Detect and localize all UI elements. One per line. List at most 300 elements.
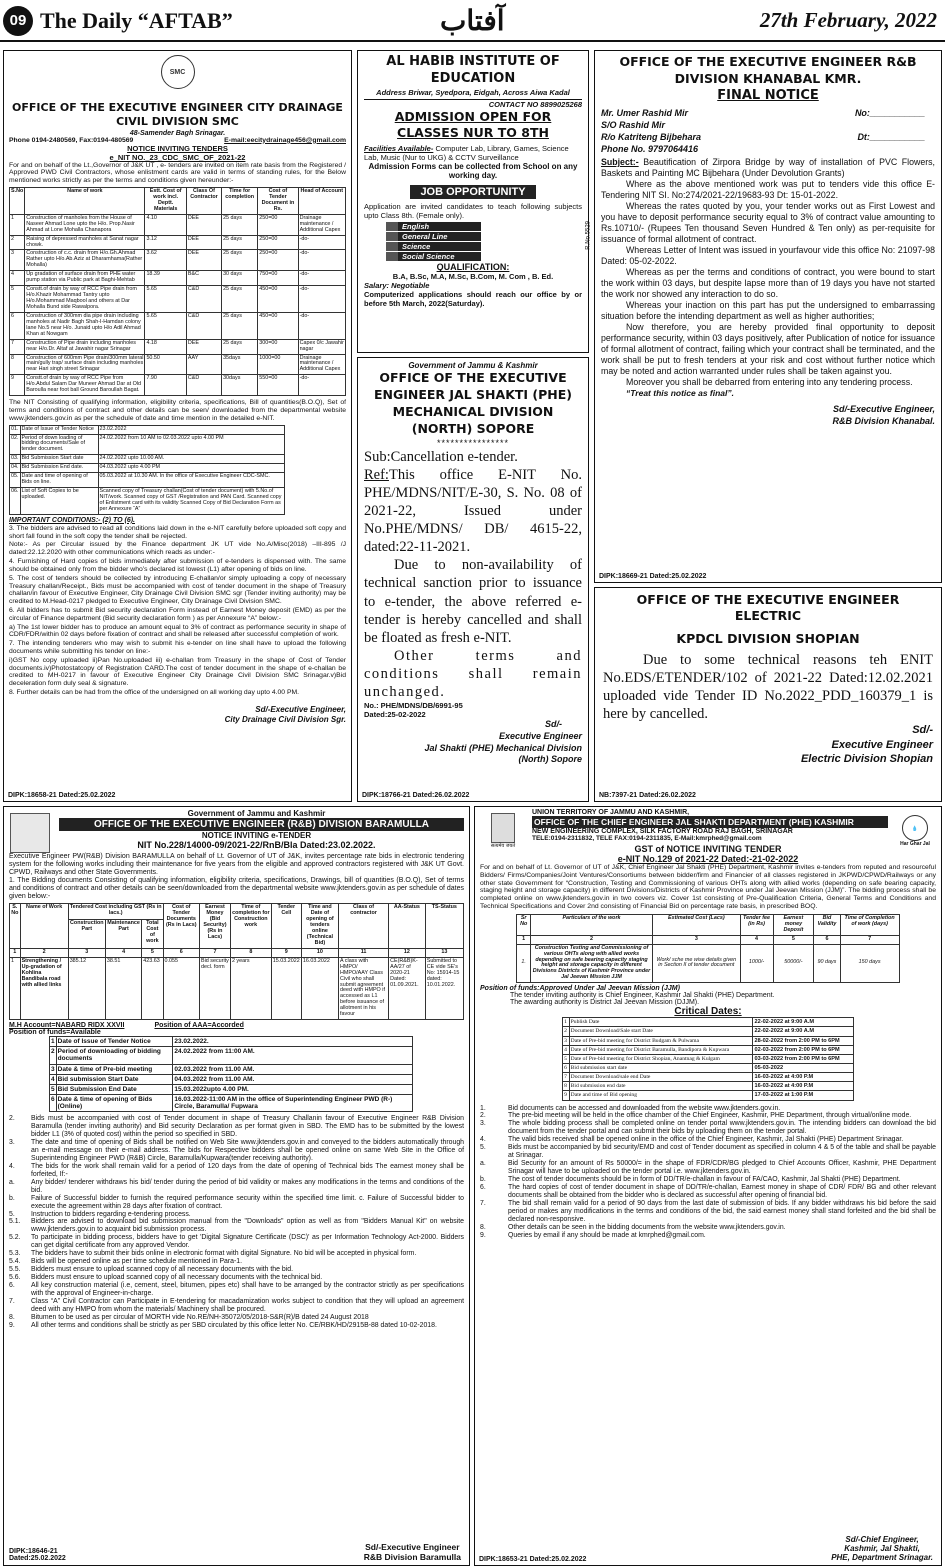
table-cell: 24.02.2022 from 11:00 AM. <box>173 1047 413 1064</box>
list-item <box>480 1160 936 1176</box>
ad7-dates-table <box>562 1017 854 1100</box>
table-cell: Bid Submission End date. <box>20 464 98 473</box>
table-cell: 2 <box>50 1047 57 1064</box>
ad7-title: OFFICE OF THE CHIEF ENGINEER JAL SHAKTI DEPARTMENT (PHE) KASHMIR <box>532 816 888 828</box>
ad6-nit: NIT No.228/14000-09/2021-22/RnB/Bla Dated:23.02.2022. <box>137 840 376 850</box>
newspaper-name: The Daily “AFTAB” <box>40 8 233 33</box>
table-cell: -do- <box>298 312 345 339</box>
ad6-points <box>9 1115 464 1329</box>
table-cell: 30 days <box>222 271 258 286</box>
ad2-job: JOB OPPORTUNITY <box>410 185 535 199</box>
list-item-text: Bid documents can be accessed and downloaded from the website www.jktenders.gov.in. <box>508 1104 781 1112</box>
table-cell: 2 <box>10 235 25 250</box>
ad4-sign1: Sd/-Executive Engineer, <box>832 403 935 414</box>
ad1-works-table <box>9 187 346 396</box>
table-row <box>10 488 285 515</box>
table-cell: 4 <box>51 1075 55 1083</box>
ad6-col-number: 7 <box>200 948 231 957</box>
water-drop-icon: 💧 <box>902 815 928 841</box>
ad7-works-table <box>516 914 899 983</box>
table-cell: 6 <box>10 312 25 339</box>
ad6-sub: NOTICE INVITING e-TENDER <box>201 831 312 840</box>
table-row <box>50 1095 413 1112</box>
ad7-col-number: 7 <box>840 935 899 944</box>
ad3-sign3: (North) Sopore <box>518 754 582 765</box>
table-row <box>10 434 285 455</box>
ad6-sign2: R&B Division Baramulla <box>363 1552 461 1562</box>
table-row <box>50 1037 413 1047</box>
table-cell: 1 <box>10 214 25 235</box>
ad4-paragraph: Whereas the rates quoted by you, your tender works out as First Lowest and you have to deposit performance security equal to 3% of contract value amounting to Rs.10710/- (Rupees Ten thousand Seven Hundred & Ten only) as per-requisite for issuance of formal allotment of contract. <box>601 201 935 245</box>
list-item-text: Failure of Successful bidder to furnish the required performance security within the specified time limit. c. Failure of Successful bidder to execute the agreement within 28 days after fixation of contract. <box>31 1194 464 1210</box>
ad7-col-number: 4 <box>740 935 773 944</box>
ad1-works-header: Class Of Contractor <box>186 188 221 215</box>
ad7-tel: TELE:0194-2311832, TELE FAX:0194-2311835, E-Mail:kmrphed@gmail.com <box>532 835 762 842</box>
ad6-col-number: 11 <box>339 948 389 957</box>
ad4-paragraph: Whereas as per the terms and conditions of contract, you were bound to start the work within 03 days, but despite lapse more than of 19 days you have not started the work nor showed any interaction to do so. <box>601 267 935 300</box>
table-cell: 4.10 <box>145 214 186 235</box>
table-cell: Date of Pre-bid meeting for District Shopian, Anantnag & Kulgam <box>569 1054 753 1063</box>
ad3-ref: This office E-NIT No. PHE/MDNS/NIT/E-30, S. No. 08 of 2021-22, Issued under No.PHE/MDNS/ DB/ 4615-22, dated:22-11-2021. <box>364 466 582 556</box>
ad1-nit: e_NIT NO._23_CDC_SMC_OF_2021-22 <box>109 152 246 162</box>
ad1-conditions <box>9 525 346 697</box>
ad1-condition: i)GST No copy uploaded ii)Pan No.uploaded iii) e-challan from Treasury in the shape of Cost of Tender documents.iv)Photostatcopy of Registration CARD.The cost of tender document in the shape of e-challan be credited to MH-0217 in favour of Executive Engineer City Drainage Civil Division SMC Srinagar.v)Bid deceleration form duly seal & signature. <box>9 656 346 688</box>
ad4-paragraph: Where as the above mentioned work was put to tenders vide this office E-Tendering NIT SI. No:274/2021-22/19683-93 Dt: 15-01-2022. <box>601 179 935 201</box>
ad6-col-number: 10 <box>301 948 338 957</box>
ad7-awarding: The awarding authority is District Jal Jeevan Mission (DJJM). <box>510 999 700 1007</box>
list-item-number: 1. <box>480 1104 486 1112</box>
table-cell: 250=00 <box>258 214 298 235</box>
table-cell: C&D <box>186 375 221 396</box>
jk-emblem <box>10 813 50 853</box>
ad1-condition: Note:- As per Circular issued by the Finance department JK UT vide No.A/Misc(2018) –III-895 /J dated:22.12.2020 with other communications which reads as under:- <box>9 541 346 557</box>
ad6-mh: M.H Account=NABARD RIDX XXVII <box>9 1022 125 1030</box>
ad6-sign1: Sd/-Executive Engineer <box>365 1542 460 1552</box>
table-cell: 7 <box>563 1073 570 1082</box>
ad6-th-1: Name of Work <box>20 904 68 949</box>
table-cell: Period of downloading of bidding documents <box>56 1047 173 1064</box>
table-cell: AAY <box>186 354 221 375</box>
ad7-header: Time of Completion of work (days) <box>840 914 899 935</box>
table-cell: 05-03-2022 <box>753 1063 853 1072</box>
ad6-th-4: Total Cost of work <box>142 920 163 949</box>
list-item <box>9 1250 464 1258</box>
table-cell: 8 <box>10 354 25 375</box>
ad7-sign2: Kashmir, Jal Shakti, <box>844 1544 920 1553</box>
ad-jal-shakti-kashmir <box>474 806 942 1566</box>
ad7-col-number: 5 <box>773 935 814 944</box>
ad4-paragraph: Moreover you shall be debarred from entering into any tendering process. <box>626 376 913 387</box>
ad4-to-0: Mr. Umer Rashid Mir <box>601 107 689 118</box>
ad4-paragraph: Now therefore, you are hereby provided final opportunity to deposit performance security, within 03 days positively, after Publication of notice for issuance of formal allotment of contract, failing which your contract shall be terminated, and the work shall be put to fresh tenders at your risk and cost without further notice which may be noted and action warranted under rules shall be taken against you. <box>601 321 935 376</box>
list-item <box>480 1136 936 1144</box>
smc-logo: SMC <box>161 55 195 89</box>
ad6-th-2: Construction Part <box>68 920 105 949</box>
table-row <box>563 1091 854 1100</box>
ad6-col-number: 12 <box>389 948 426 957</box>
ad2-subject: Science <box>386 242 481 251</box>
list-item-text: Instruction to bidders regarding e-tendering process. <box>31 1210 191 1218</box>
table-cell: 2 <box>563 1027 570 1036</box>
ad2-qual: B.A, B.Sc, M.A, M.Sc, B.Com, M. Com , B. Ed. <box>392 272 554 282</box>
ad6-gov: Government of Jammu and Kashmir <box>187 809 326 818</box>
ad6-works-table <box>9 903 464 1020</box>
list-item-number: 4. <box>480 1136 486 1144</box>
table-row <box>10 312 346 339</box>
table-row <box>10 473 285 488</box>
table-cell: Date of Issue of Tender Notice <box>20 425 98 434</box>
list-item-number: 6. <box>9 1281 15 1289</box>
table-cell: 06. <box>10 488 21 515</box>
ad1-works-header: Cost of Tender Document in Rs. <box>258 188 298 215</box>
table-cell: 1. <box>517 944 530 983</box>
table-cell: 25 days <box>222 214 258 235</box>
list-item-text: To participate in bidding process, bidders have to get 'Digital Signature Certificate (DSC)' as per Information Technology Act-2000. Bidders can get digital certificate from any approved Vendor. <box>31 1234 464 1250</box>
emblem-motto: सत्यमेव जयते <box>490 843 516 849</box>
list-item-text: Bitumen to be used as per circular of MORTH vide No.RE/NH-35072/05/2018-S&R(R)/B dated 24 August 2018 <box>31 1313 369 1321</box>
ad3-sign2: Jal Shakti (PHE) Mechanical Division <box>424 742 582 753</box>
ad2-job-text: Application are invited candidates to teach following subjects upto Class 8th. (Female only). <box>364 202 582 221</box>
table-cell: Up gradation of surface drain from PHE water pump station via Public park at Baghi-Mehtab <box>25 271 145 286</box>
table-cell: 300=00 <box>258 339 298 354</box>
ad5-nb: NB:7397-21 Dated:26.02.2022 <box>599 792 696 799</box>
ad1-works-header: Head of Account <box>298 188 345 215</box>
ad2-subject: Social Science <box>386 252 481 261</box>
ad5-sign1: Executive Engineer <box>831 738 933 751</box>
list-item-number: 5.5. <box>9 1266 21 1274</box>
list-item-number: b. <box>9 1194 15 1202</box>
list-item-number: 4. <box>9 1162 15 1170</box>
list-item-number: 5. <box>480 1144 486 1152</box>
ad6-th-0: S. No <box>10 904 21 949</box>
list-item-number: 5.3. <box>9 1250 21 1258</box>
ad6-dipk1: DIPK:18646-21 <box>9 1548 58 1555</box>
table-cell: 16.03.2022 <box>301 957 338 1019</box>
ad7-header: Bid Validity <box>814 914 841 935</box>
list-item-text: The cost of tender documents should be in form of DD/TR/e-challan in favour of FA/CAO, Kashmir, Jal Shakti (PHE) Department. <box>508 1175 901 1183</box>
list-item <box>9 1282 464 1298</box>
table-row <box>50 1074 413 1084</box>
list-item-text: Bidders must ensure to upload scanned copy of all necessary documents with the technical bid. <box>31 1274 323 1282</box>
ad7-col-number: 2 <box>530 935 652 944</box>
ad6-aaa: Position of AAA=Accorded <box>154 1022 244 1030</box>
ad1-works-header: Estt. Cost of work incl. Deptt. Materials <box>145 188 186 215</box>
list-item-text: All key construction material (i.e, cement, steel, bitumen, pipes etc) shall have to be arranged by the contractor strictly as per specifications with the approval of Engineer-in-charge. <box>31 1281 464 1297</box>
list-item <box>9 1211 464 1219</box>
table-cell: 1000=00 <box>258 354 298 375</box>
table-row <box>50 1084 413 1094</box>
table-cell: List of Soft Copies to be uploaded. <box>20 488 98 515</box>
ad4-subject: Beautification of Zirpora Bridge by way of installation of PVC Flowers, Baskets and Painting MC Bijbehara (Under Devolution Grants) <box>601 157 935 179</box>
table-cell: 6 <box>563 1063 570 1072</box>
ad4-paragraph: Whereas your inaction on this part has put the undersigned to embarrassing situation before the intending department as well as higher authorities; <box>601 300 935 321</box>
ad3-stars: **************** <box>436 437 510 448</box>
ad1-address: 48-Samender Bagh Srinagar. <box>129 129 226 137</box>
list-item-number: a. <box>480 1160 486 1168</box>
ad5-title1: OFFICE OF THE EXECUTIVE ENGINEER ELECTRIC <box>636 592 900 624</box>
ad1-condition: 5. The cost of tenders should be collected by introducing E-challan/or simply uploading a copy of necessary Treasury challan/Receipt., Bids must be accompanied with cost of tender document in the shape of Treasury challan/in favour of Executive Engineer, City Drainage Civil Division SMC sgr (Tender inviting authority) may be credited to M.Head-0217 pledged to Executive Engineer, City Drainage Civil Division SMC. <box>9 574 346 606</box>
ad1-title: OFFICE OF THE EXECUTIVE ENGINEER CITY DRAINAGE CIVIL DIVISION SMC <box>12 101 343 129</box>
table-cell: -do- <box>298 271 345 286</box>
ad4-paragraph: Whereas Letter of Intent was issued in yourfavour vide this office No: 21097-98 Dated: 05-02-2022. <box>601 245 935 267</box>
ad4-paragraphs <box>601 179 935 388</box>
ad2-subjects <box>386 222 582 261</box>
ad7-address: NEW ENGINEERING COMPLEX, SILK FACTORY ROAD RAJ BAGH, SRINAGAR <box>532 828 793 835</box>
ad4-addressee <box>601 107 935 156</box>
table-cell: A class with HMPO/ HMPO/AAY Class Civil who shall submit agreement deed with HMPO if accessed as L1 before issuance of allotment in his favour <box>339 957 389 1019</box>
table-cell: 9 <box>563 1091 570 1100</box>
list-item-number: 3. <box>480 1120 486 1128</box>
ashoka-emblem <box>483 813 523 849</box>
table-cell: 1 <box>10 957 21 1019</box>
ad6-col-number: 8 <box>230 948 271 957</box>
ad2-forms: Admission Forms can be collected from School on any working day. <box>368 162 578 181</box>
ad2-subject: English <box>386 222 481 231</box>
table-cell: 35days <box>222 354 258 375</box>
ad1-works-header: Name of work <box>25 188 145 215</box>
list-item <box>9 1163 464 1179</box>
table-cell: 05.03.2022 at 10.30 AM. In the office of Executive Engineer CDC-SMC. <box>98 473 285 488</box>
table-cell: -do- <box>298 375 345 396</box>
ad4-sign2: R&B Division Khanabal. <box>832 415 935 426</box>
ad7-intro: For and on behalf of Lt. Governor of UT of J&K, Chief Engineer Jal Shakti (PHE) Department, Kashmir invites e-tenders from reputed and resourceful Bidders/ Firms/Companies/Joint Ventures/Consortiums between bidder/firm and Financier of all classes registered in JKPWD/CPWD/Railways or any other state Government for “Construction, Testing and Commissioning of various OHTs along with allied works (depending on safe bearing capacity, staging height and storage capacity) in different Divisions/Districts of Kashmir Province under Jal Jeevan Mission (JJM)”. The bidding process shall be completed online on www.jktenders.gov.in in two covers viz. Cover 1st consisting of Pre-Qualification Criteria, General Terms and Conditions and Technical Specifications and Cover 2nd consisting of Financial Bid on percentage rate basis, in prescribed BOQ. <box>480 864 936 911</box>
list-item-number: 8. <box>9 1313 15 1321</box>
table-cell: 3.12 <box>145 235 186 250</box>
list-item-text: The bid shall remain valid for a period of 90 days from the last date of submission of bids. If any bidder withdraws his bid before the said period or makes any modifications in the terms and conditions of the bid, the said earnest money shall stand forfeited and the bid shall be declared non-responsive. <box>508 1199 936 1223</box>
ad6-th-7: Time of completion for Construction work <box>230 904 271 949</box>
table-cell: 750=00 <box>258 271 298 286</box>
table-cell: 5 <box>51 1085 55 1093</box>
table-cell: 5 <box>563 1054 570 1063</box>
table-cell: Drainage maintenance / Additional Capex <box>298 354 345 375</box>
table-cell: 02.03.2022 from 11.00 AM. <box>173 1064 413 1074</box>
list-item-number: a. <box>9 1178 15 1186</box>
ad6-schedule-table <box>49 1036 413 1112</box>
list-item <box>480 1184 936 1200</box>
table-cell: 15.03.2022 <box>271 957 301 1019</box>
list-item <box>9 1258 464 1266</box>
ad3-ref-label: Ref: <box>364 466 389 483</box>
list-item-text: The pre-bid meeting will be held in the office chamber of the Chief Engineer, Kashmir, PHE Department, through virtual/online mode. <box>508 1112 912 1120</box>
ad6-th-6: Earnest Money (Bid Security) (Rs in Lacs) <box>200 904 231 949</box>
table-cell: Bid submission Start Date <box>56 1074 173 1084</box>
list-item-text: The bidders have to submit their bids online in electronic format with digital Signature. No bid will be accepted in physical form. <box>31 1250 417 1258</box>
list-item-text: All other terms and conditions shall be strictly as per SBD circulated by this office letter No. CE/RBK/HD/2915B-88 dated 10-02-2018. <box>31 1321 437 1329</box>
table-cell: C&D <box>186 312 221 339</box>
table-cell: Scanned copy of Treasury challan(Cost of tender document) with 5.No.of NIT/work. Scanned copy of GST /Registration and PAN Card. Scanned copy of Enlistment card with its validity Scanned Copy of Bid Declaration Form as per Annexure “A” <box>98 488 285 515</box>
table-row <box>10 425 285 434</box>
ad3-sign1: Executive Engineer <box>498 730 582 741</box>
ad6-th-8: Tender Cell <box>271 904 301 949</box>
table-cell: 150 days <box>840 944 899 983</box>
ad6-p1: 1. The Bidding documents Consisting of qualifying information, eligibility criteria, specifications, Drawings, bill of quantities (B.O.Q), Set of terms and conditions of contract and other details can be seen/downloaded from the departmental website www.jktenders.gov.in as per schedule of dates given below:- <box>9 877 464 901</box>
table-row <box>563 1027 854 1036</box>
ad3-no: No.: PHE/MDNS/DB/6991-95 <box>364 701 463 711</box>
table-cell: 25 days <box>222 286 258 313</box>
list-item <box>480 1120 936 1136</box>
table-cell: Constt.of drain by way of RCC Pipe drain from H/o.Khazir Mohammad Tantry upto H/o.Mohammad Maqbool and others at Dar Mohalla Bund side Rawalpora. <box>25 286 145 313</box>
ad3-sub: Sub:Cancellation e-tender. <box>364 448 518 465</box>
table-cell: CE(R&B)K-AA/27 of 2020-21 Dated: 01.09.2021. <box>389 957 426 1019</box>
table-cell: 50.50 <box>145 354 186 375</box>
ad1-email: E-mail:eecitydrainage456@gmail.com <box>224 136 346 144</box>
ad1-important: IMPORTANT CONDITIONS:- (2) TO (6). <box>9 516 135 524</box>
table-cell: 25 days <box>222 250 258 271</box>
ad1-sign1: Sd/-Executive Engineer, <box>255 704 346 714</box>
table-cell: 6 <box>50 1095 57 1112</box>
ad3-body: Due to non-availability of technical sanction prior to issuance to e-tender, the above referred e-tender is hereby cancelled and shall be floated as fresh e-NIT. <box>364 557 582 646</box>
ad4-to-2: R/o Katriteng Bijbehara <box>601 131 702 142</box>
table-cell: 18.39 <box>145 271 186 286</box>
table-row <box>563 1054 854 1063</box>
table-row <box>10 464 285 473</box>
list-item-text: Bids must be accompanied with cost of Tender document in shape of Treasury Challanin favour of Executive Engineer R&B Division Baramulla (tender inviting authority) and Bid security Declaration as per format given in SBD. The EMD has to be submitted by the lowest bidder L1 (3% of quoted cost) within the period so specified in SBD. <box>31 1115 464 1139</box>
table-cell: B&C <box>186 271 221 286</box>
table-cell: 4 <box>563 1045 570 1054</box>
table-cell: 23.02.2022. <box>173 1037 413 1047</box>
ad2-subject: General Line <box>386 232 481 241</box>
ad4-treat: “Treat this notice as final”. <box>626 387 735 398</box>
list-item <box>9 1179 464 1195</box>
table-cell: Bid submission start date <box>569 1063 753 1072</box>
table-cell: Date & time of opening of Bids (Online) <box>56 1095 173 1112</box>
list-item-text: Any bidder/ tenderer withdraws his bid/ tender during the period of bid validity or makes any modifications in the terms and conditions of the bid. <box>31 1178 464 1194</box>
table-cell: DEE <box>186 214 221 235</box>
ad6-col-number: 13 <box>425 948 463 957</box>
list-item <box>480 1144 936 1160</box>
table-cell: 7 <box>10 339 25 354</box>
ad4-dt: Dt:___________ <box>857 131 925 142</box>
list-item-text: The hard copies of cost of tender document in shape of DD/TR/e-challan, Earnest money in shape of CDR/ FDR/ BG and other relevant documents shall be obtained from the bidder who is declared as successful after opening of financial bid. <box>508 1183 936 1199</box>
ad6-th-11: AA-Status <box>389 904 426 949</box>
ad2-address: Address Briwar, Syedpora, Eidgah, Across Aiwa Kadal <box>364 88 582 100</box>
table-cell: 04.03.2022 from 11.00 AM. <box>173 1074 413 1084</box>
list-item <box>9 1314 464 1322</box>
ad6-th-12: TS-Status <box>425 904 463 949</box>
table-cell: 15.03.2022upto 4.00 PM. <box>173 1084 413 1094</box>
ad3-title: OFFICE OF THE EXECUTIVE ENGINEER JAL SHAKTI (PHE) MECHANICAL DIVISION (NORTH) SOPORE <box>373 370 572 436</box>
ad7-header: Tender fee (in Rs) <box>740 914 773 935</box>
table-cell: Date and time of Bid opening <box>569 1091 753 1100</box>
list-item-text: Class “A” Civil Contractor can Participate in E-tendering for macadamization works subject to condition that they will upload an agreement deed with any HMPO from whom the materials/ Machinery shall be procured. <box>31 1297 464 1313</box>
table-cell: Capex 0/c Jawahir nagar <box>298 339 345 354</box>
ad2-facilities-block <box>364 144 582 162</box>
list-item-text: Other details can be seen in the bidding documents from the website www.jktenders.gov.in. <box>508 1223 786 1231</box>
list-item <box>480 1112 936 1120</box>
ad1-condition: 4. Furnishing of Hard copies of bids immediately after submission of e-tenders is dispensed with. The same should be obtained only from the bidder who’s declared ist lowest (L1) after opening of bids on line. <box>9 558 346 573</box>
ad5-body: Due to some technical reasons teh ENIT No.EDS/ETENDER/102 of 2021-22 Dated:12.02.2021 uploaded vide Tender ID No.2022_PDD_160379_1 is here by cancelled. <box>603 651 933 723</box>
ad7-header: Sr No <box>517 914 530 935</box>
table-cell: 2 years <box>230 957 271 1019</box>
ad1-condition: 6. All bidders has to submit Bid security declaration Form instead of Earnest Money deposit (EMD) as per the circular of Finance department (Bid security declaration form ) as per Annexure “A” below:- <box>9 606 346 622</box>
ad-kpdcl-shopian <box>594 587 942 802</box>
table-cell: Construction of 300mm dia pipe drain including manholes at Nadir Bagh Shah-I-Hamdan colony lane No.5 near H/o. Junaid upto H/o Adil Ahmad Khan at Nowgam <box>25 312 145 339</box>
ad4-final: FINAL NOTICE <box>717 87 819 103</box>
list-item <box>480 1176 936 1184</box>
table-cell: 04.03.2022 upto 4.00 PM <box>98 464 285 473</box>
ad7-dipk: DIPK:18653-21 Dated:25.02.2022 <box>479 1556 587 1563</box>
ad7-points <box>480 1105 936 1240</box>
list-item-text: The valid bids received shall be opened online in the office of the Chief Engineer, Kashmir, Jal Shakti (PHE) Department Srinagar. <box>508 1136 904 1144</box>
table-row <box>563 1045 854 1054</box>
table-cell: 04. <box>10 464 21 473</box>
list-item <box>9 1218 464 1234</box>
ad7-sign1: Sd/-Chief Engineer, <box>845 1535 919 1544</box>
ad1-intro: For and on behalf of the Lt.,Governor of J&K UT , e- tenders are invited on item rate basis from the Registered / Approved PWD Civil Contractors, whose enlistment cards are valid in terms of standing rules, for the Below mentioned works strictly as per the terms and conditions given hereunder:- <box>9 161 346 185</box>
table-row <box>10 271 346 286</box>
list-item <box>480 1232 936 1240</box>
ad2-facilities: Computer Lab, Library, Games, Science Lab, Music (Nur to UKG) & CCTV Surveillance <box>364 144 569 163</box>
ad6-intro: Executive Engineer PW(R&B) Division BARAMULLA on behalf of Lt. Governor of UT of J&K, invites percentage rate bids in electronic tendering system for the following works including their maintenance for five years from the eligible and approved contractors registered with J&K UT Govt. CPWD, Railways and other State Governments. <box>9 853 464 877</box>
table-cell: Constt.of drain by way of RCC Pipe from H/o.Abdul Salam Dar Muneer Ahmad Dar at Old Baroulla near foot ball Ground Baroullah Bagat. <box>25 375 145 396</box>
table-row <box>10 250 346 271</box>
table-row <box>563 1063 854 1072</box>
ad3-dipk: DIPK:18766-21 Dated:26.02.2022 <box>362 792 470 799</box>
table-cell: 22-02-2022 at 9:00 A.M <box>753 1018 853 1027</box>
table-cell: 4.18 <box>145 339 186 354</box>
list-item-text: Bidders are advised to download bid submission manual from the "Downloads" option as well as from "Bidders Manual Kit" on website www.jktenders.gov.in to acquaint bid submission process. <box>31 1218 464 1234</box>
table-cell: 3 <box>51 1065 55 1073</box>
list-item <box>9 1115 464 1139</box>
table-cell: Construction of 600mm Pipe drain/300mm lateral main/gully trap/ surface drain including manholes near Hari singh street Srinagar <box>25 354 145 375</box>
ad1-sign2: City Drainage Civil Division Sgr. <box>224 715 346 725</box>
list-item <box>9 1234 464 1250</box>
ad1-condition: 7. The intending tenderers who may wish to submit his e-tender on line shall have to upload the following documents while submitting his tender on line:- <box>9 640 346 656</box>
ad2-contact: CONTACT NO 8899025268 <box>488 99 582 109</box>
hgj-text: Har Ghar Jal <box>900 841 930 847</box>
ad1-condition: 8. Further details can be had from the office of the undersigned on all working day upto 4.00 PM. <box>9 689 300 697</box>
list-item-number: 7. <box>480 1199 486 1207</box>
table-cell: 0.055 <box>163 957 199 1019</box>
table-cell: 28-02-2022 from 2:00 PM to 6PM <box>753 1036 853 1045</box>
ad4-subject-block <box>601 157 935 179</box>
table-row <box>10 455 285 464</box>
table-cell: Date of Issue of Tender Notice <box>56 1037 173 1047</box>
list-item-text: Queries by email if any should be made at kmrphed@gmail.com. <box>508 1231 706 1239</box>
table-row <box>50 1047 413 1064</box>
table-cell: -do- <box>298 235 345 250</box>
table-cell: 1000/- <box>740 944 773 983</box>
table-cell: DEE <box>186 235 221 250</box>
list-item-number: 5.4. <box>9 1258 21 1266</box>
ad3-dated: Dated:25-02-2022 <box>364 710 426 720</box>
ad2-admission: ADMISSION OPEN FOR CLASSES NUR TO 8TH <box>394 108 552 141</box>
table-cell: 3.62 <box>145 250 186 271</box>
table-cell: 23.02.2022 <box>98 425 285 434</box>
table-cell: 1 <box>51 1038 55 1046</box>
table-cell: 7.90 <box>145 375 186 396</box>
list-item <box>9 1139 464 1163</box>
ad7-header: Particulars of the work <box>530 914 652 935</box>
table-cell: -do- <box>298 286 345 313</box>
table-cell: 90 days <box>814 944 841 983</box>
table-cell: 30days <box>222 375 258 396</box>
table-cell: Strengthening / Up-gradation of Kohlina Bandibala road with allied links <box>20 957 68 1019</box>
ad3-gov: Government of Jammu & Kashmir <box>408 361 538 370</box>
newspaper-logo: آفتاب <box>440 5 505 36</box>
table-cell: 450=00 <box>258 286 298 313</box>
ad1-works-header: Time for completion <box>222 188 258 215</box>
table-cell: 05. <box>10 473 21 488</box>
list-item <box>9 1266 464 1274</box>
table-cell: 450=00 <box>258 312 298 339</box>
ad6-col-number: 5 <box>142 948 163 957</box>
ad2-facilities-label: Facilities Available- <box>364 144 434 154</box>
ad3-sd: Sd/- <box>545 719 562 730</box>
ad7-col-number: 1 <box>517 935 530 944</box>
har-ghar-jal-logo <box>897 815 933 847</box>
ad6-th-9: Time and Date of opening of tenders online (Technical Bid) <box>301 904 338 949</box>
